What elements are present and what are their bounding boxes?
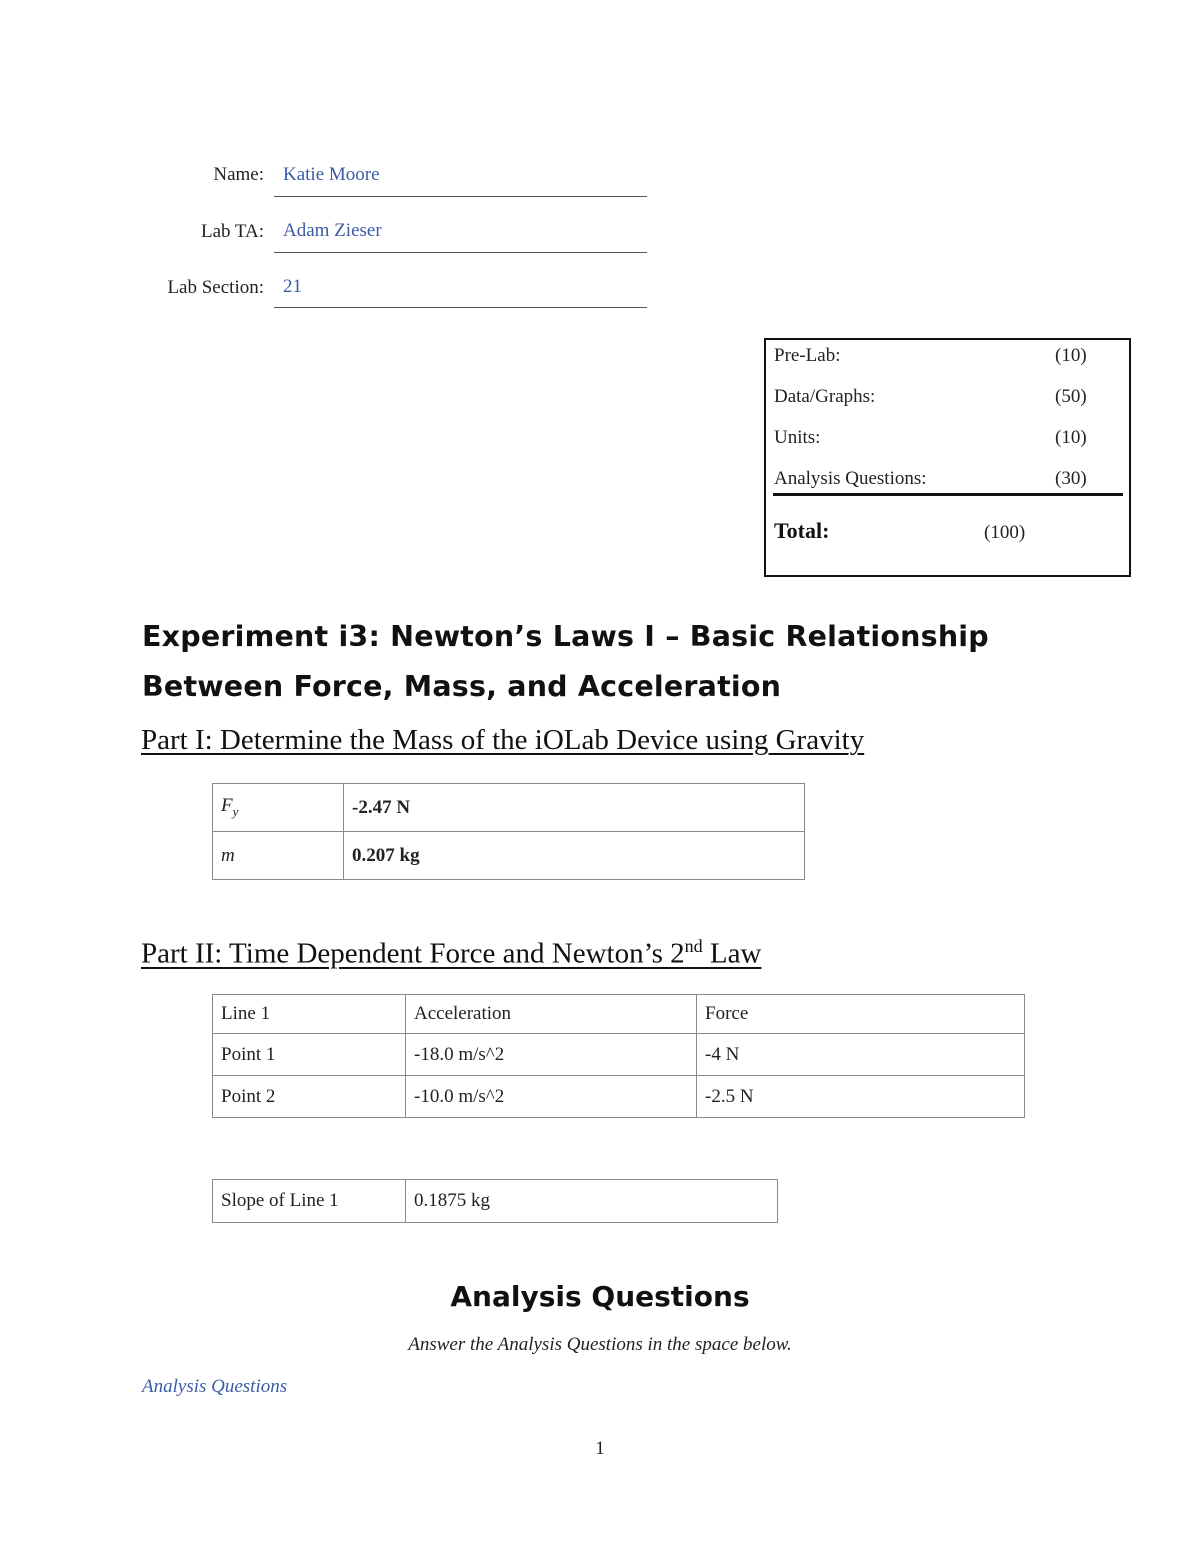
analysis-instruction: Answer the Analysis Questions in the space below. [408,1334,792,1355]
slope-table [212,1179,778,1223]
analysis-questions-link[interactable]: Analysis Questions [142,1376,288,1397]
point2-acceleration[interactable]: -10.0 m/s^2 [406,1076,697,1118]
table-row [213,832,805,880]
part1-table [212,783,805,880]
part2-heading-text: Part II: Time Dependent Force and Newton’s 2 [141,937,685,970]
total-label: Total: [774,518,830,543]
mass-symbol-cell: m [213,832,344,880]
score-points-units: (10) [1055,427,1087,448]
slope-label: Slope of Line 1 [213,1180,406,1223]
header-line1: Line 1 [213,995,406,1034]
point1-acceleration[interactable]: -18.0 m/s^2 [406,1034,697,1076]
table-row [213,1034,1025,1076]
header-acceleration: Acceleration [406,995,697,1034]
header-force: Force [697,995,1025,1034]
fy-symbol-cell [213,784,344,832]
score-divider [773,493,1123,496]
name-label: Name: [213,164,264,185]
score-label-data-graphs: Data/Graphs: [774,386,876,407]
lab-section-label: Lab Section: [167,277,264,298]
title-line-2: Between Force, Mass, and Acceleration [142,670,782,703]
score-points-data-graphs: (50) [1055,386,1087,407]
slope-value[interactable]: 0.1875 kg [406,1180,778,1223]
point2-force[interactable]: -2.5 N [697,1076,1025,1118]
table-row [213,784,805,832]
score-points-analysis: (30) [1055,468,1087,489]
score-label-units: Units: [774,427,821,448]
analysis-heading: Analysis Questions [450,1280,750,1313]
title-line-1: Experiment i3: Newton’s Laws I – Basic Relationship [142,620,989,653]
lab-ta-underline [274,252,647,253]
experiment-title [142,612,1102,712]
table-row [213,1076,1025,1118]
lab-ta-field[interactable]: Adam Zieser [283,220,382,241]
mass-value-cell[interactable]: 0.207 kg [344,832,805,880]
name-field[interactable]: Katie Moore [283,164,380,185]
part2-heading-tail: Law [702,937,762,970]
page-number: 1 [595,1438,605,1459]
score-points-prelab: (10) [1055,345,1087,366]
point1-force[interactable]: -4 N [697,1034,1025,1076]
fy-value-cell[interactable]: -2.47 N [344,784,805,832]
part2-heading-sup: nd [684,936,703,956]
lab-section-underline [274,307,647,308]
table-header-row [213,995,1025,1034]
part2-table [212,994,1025,1118]
total-points: (100) [984,522,1026,543]
score-box [764,338,1131,577]
lab-ta-label: Lab TA: [200,221,264,242]
name-underline [274,196,647,197]
lab-section-field[interactable]: 21 [283,276,302,297]
score-label-analysis: Analysis Questions: [774,468,927,489]
point1-label: Point 1 [213,1034,406,1076]
fy-symbol: F [221,795,233,817]
point2-label: Point 2 [213,1076,406,1118]
fy-subscript: y [232,803,239,819]
part1-heading: Part I: Determine the Mass of the iOLab Device using Gravity [141,724,865,756]
table-row [213,1180,778,1223]
part2-heading [141,936,761,971]
score-label-prelab: Pre-Lab: [774,345,841,366]
